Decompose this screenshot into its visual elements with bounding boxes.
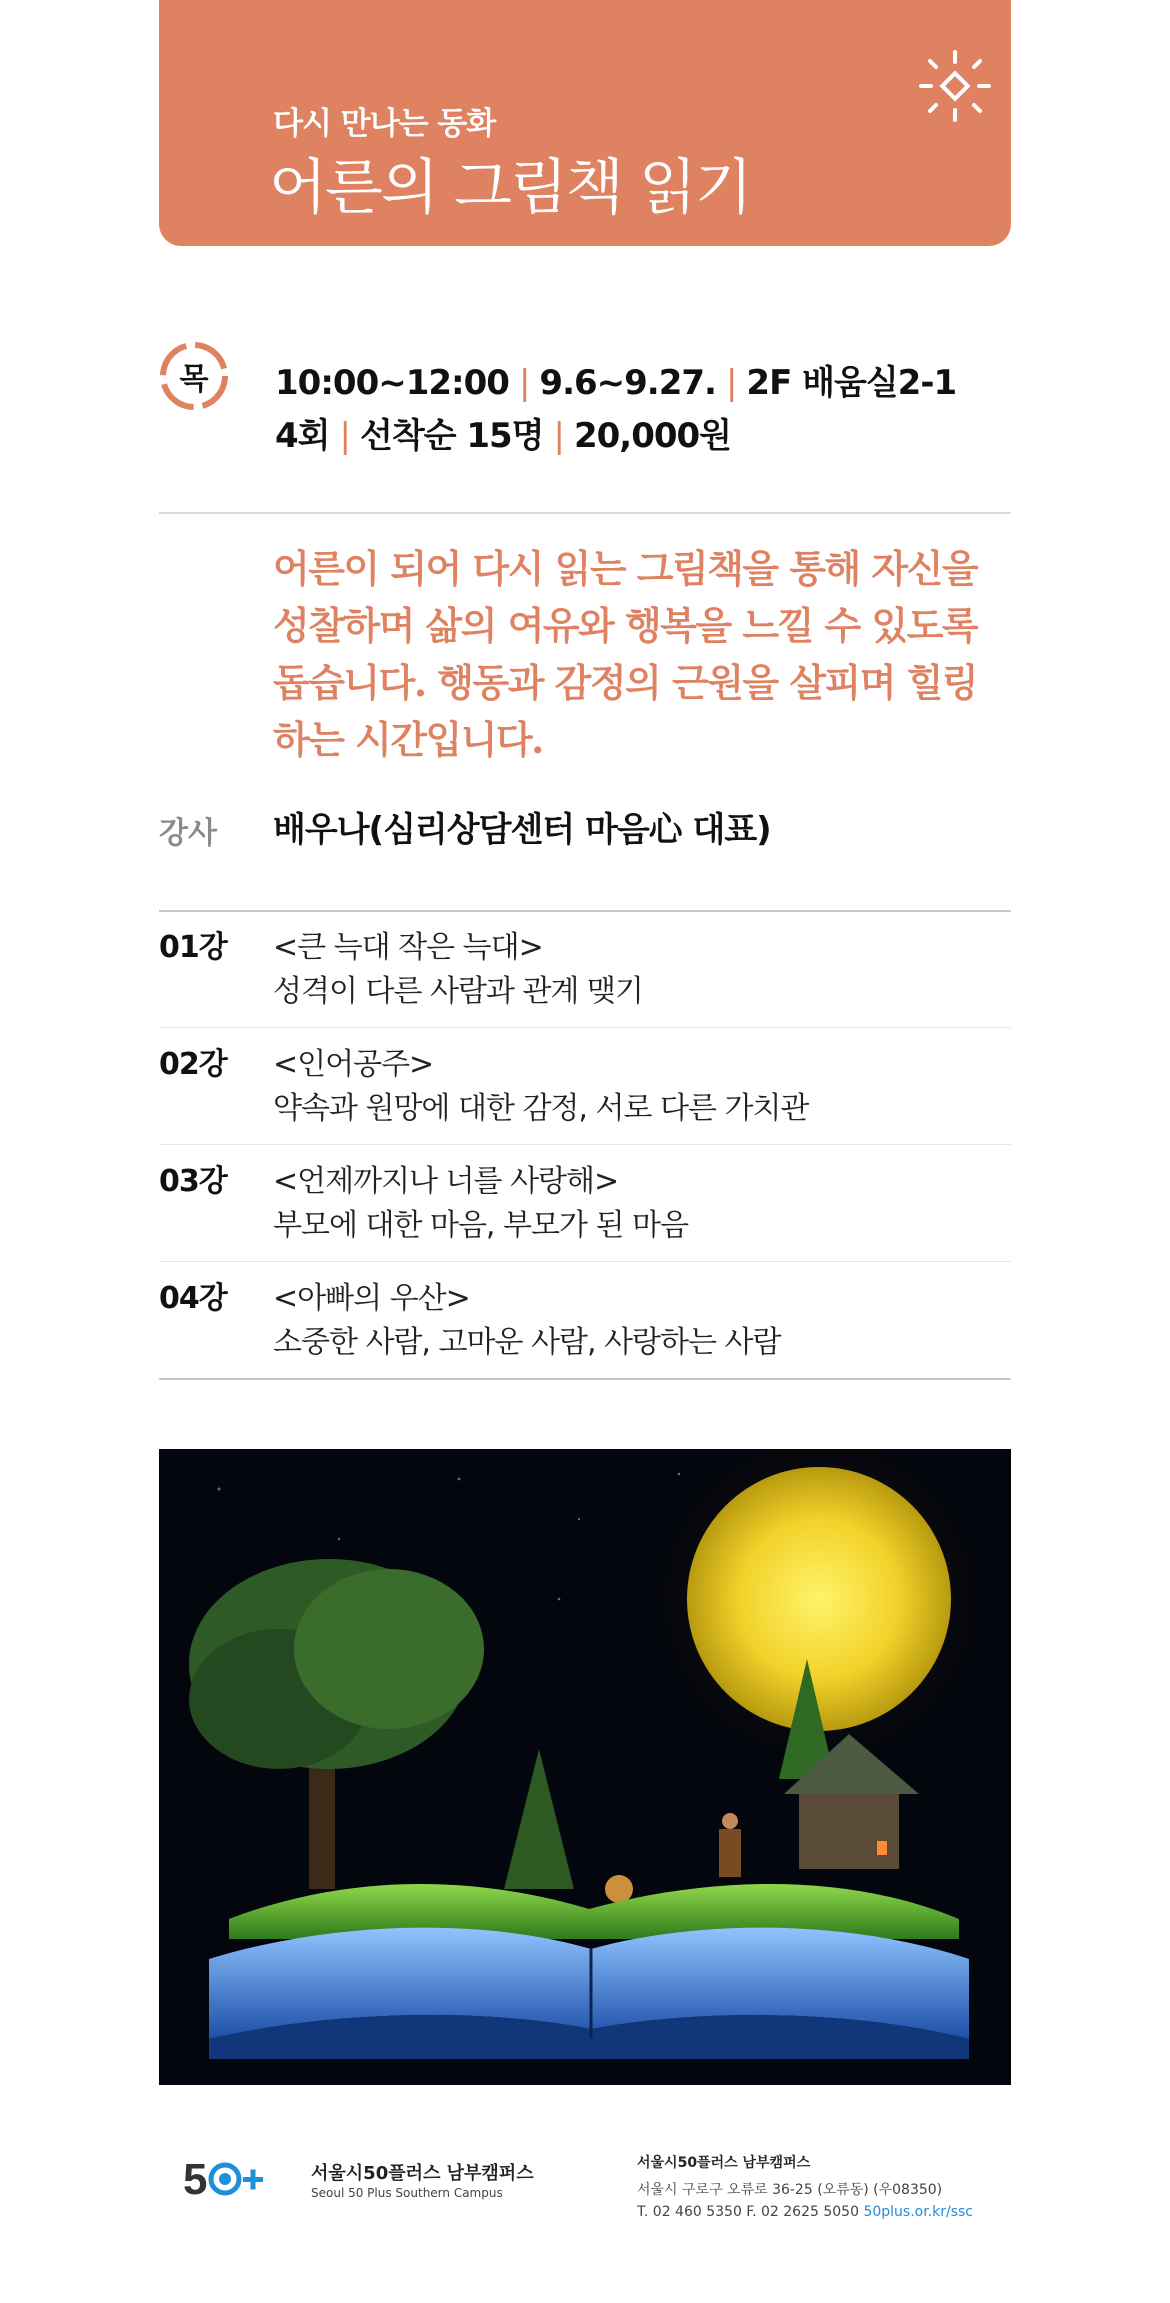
header-banner (159, 0, 1011, 246)
lecture-table-top-rule (159, 910, 1011, 912)
instructor-label: 강사 (159, 816, 217, 851)
org-address: 서울시 구로구 오류로 36-25 (오류동) (우08350) (637, 2182, 943, 2198)
schedule-line-1 (275, 355, 956, 404)
org-name-english: Seoul 50 Plus Southern Campus (311, 2186, 503, 2200)
row-divider (159, 1027, 1011, 1028)
lecture-number: 02강 (159, 1047, 227, 1082)
lecture-number: 04강 (159, 1281, 227, 1316)
section-divider (159, 512, 1011, 514)
fee: 20,000원 (573, 416, 732, 456)
lecture-description: 부모에 대한 마음, 부모가 된 마음 (273, 1208, 688, 1243)
lecture-number: 03강 (159, 1164, 227, 1199)
lecture-description: 성격이 다른 사람과 관계 맺기 (273, 974, 643, 1009)
fifty-plus-logo (183, 2150, 265, 2204)
capacity: 선착순 15명 (359, 416, 544, 456)
divider: | (725, 363, 737, 403)
lecture-title: <인어공주> (273, 1047, 434, 1082)
org-contact (637, 2204, 973, 2220)
row-divider (159, 1261, 1011, 1262)
instructor-name: 배우나(심리상담센터 마음心 대표) (273, 810, 771, 850)
logo-five: 5 (183, 2155, 208, 2204)
row-divider (159, 1144, 1011, 1145)
header-subtitle: 다시 만나는 동화 (273, 106, 496, 142)
lecture-number: 01강 (159, 930, 227, 965)
lecture-description: 소중한 사람, 고마운 사람, 사랑하는 사람 (273, 1325, 781, 1360)
storybook-illustration (159, 1449, 1011, 2085)
description-line: 돕습니다. 행동과 감정의 근원을 살피며 힐링 (273, 660, 978, 705)
lecture-title: <언제까지나 너를 사랑해> (273, 1164, 619, 1199)
divider: | (553, 416, 564, 456)
header-title: 어른의 그림책 읽기 (269, 153, 751, 223)
day-badge (158, 340, 230, 412)
class-time: 10:00~12:00 (275, 363, 509, 403)
course-description (273, 540, 1013, 768)
class-dates: 9.6~9.27. (539, 363, 716, 403)
session-count: 4회 (275, 416, 330, 456)
org-title: 서울시50플러스 남부캠퍼스 (637, 2155, 811, 2171)
lecture-title: <아빠의 우산> (273, 1281, 470, 1316)
schedule-line-2 (275, 408, 731, 457)
lecture-description: 약속과 원망에 대한 감정, 서로 다른 가치관 (273, 1091, 809, 1126)
lecture-title: <큰 늑대 작은 늑대> (273, 930, 543, 965)
divider: | (518, 363, 530, 403)
website-link[interactable]: 50plus.or.kr/ssc (863, 2204, 973, 2220)
divider: | (339, 416, 350, 456)
sparkle-icon (917, 48, 993, 124)
lecture-table-bottom-rule (159, 1378, 1011, 1380)
class-room: 2F 배움실2-1 (746, 363, 957, 403)
phone-fax: T. 02 460 5350 F. 02 2625 5050 (637, 2204, 859, 2220)
description-line: 하는 시간입니다. (273, 717, 543, 762)
description-line: 성찰하며 삶의 여유와 행복을 느낄 수 있도록 (273, 603, 978, 648)
org-name: 서울시50플러스 남부캠퍼스 (311, 2163, 534, 2184)
description-line: 어른이 되어 다시 읽는 그림책을 통해 자신을 (273, 546, 978, 591)
day-label: 목 (179, 362, 209, 397)
